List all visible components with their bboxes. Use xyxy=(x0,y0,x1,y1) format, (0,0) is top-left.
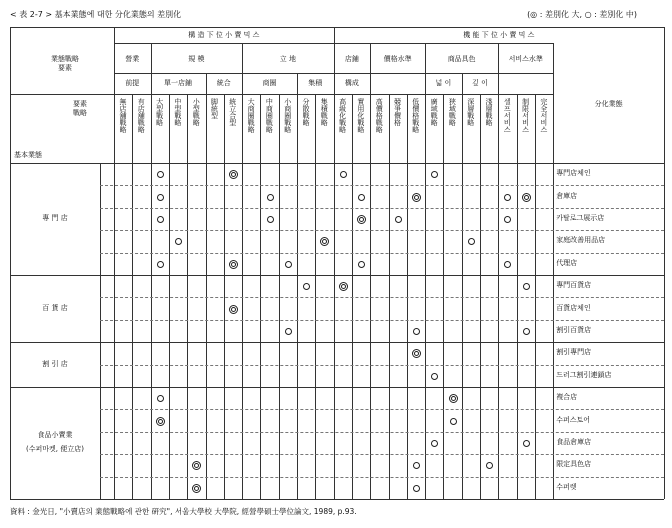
strategy-column-rule xyxy=(407,94,408,163)
category-header: 商品具色 xyxy=(447,55,476,63)
strategy-column-label: 完全서비스 xyxy=(539,98,548,133)
strategy-column-label: 低價格戰略 xyxy=(411,98,420,133)
subcategory-header: 前提 xyxy=(125,79,140,87)
double-circle-mark xyxy=(357,215,366,224)
strategy-column-label: 大商圈戰略 xyxy=(247,98,256,133)
category-header: 서비스水準 xyxy=(508,55,543,63)
differentiated-format-label: 食品倉庫店 xyxy=(556,438,592,446)
strategy-column-rule xyxy=(132,94,133,163)
double-circle-mark xyxy=(339,282,348,291)
differentiated-format-label: 代理店 xyxy=(556,258,578,267)
strategy-column-label: 淺層戰略 xyxy=(485,98,493,126)
circle-mark xyxy=(357,260,366,269)
strategy-column-rule xyxy=(498,94,499,163)
base-format-sublabel: (수퍼마켓, 便立店) xyxy=(26,445,84,453)
strategy-column-rule xyxy=(206,94,207,163)
body-column-rule xyxy=(132,163,133,499)
subcategory-header: 構成 xyxy=(344,79,359,87)
strategy-column-rule xyxy=(352,94,353,163)
strategy-column-rule xyxy=(315,94,316,163)
subcategory-header: 商圈 xyxy=(262,79,277,87)
table-left-border xyxy=(10,27,11,499)
circle-mark xyxy=(412,327,421,336)
row-rule xyxy=(100,230,664,231)
body-column-rule xyxy=(224,163,225,499)
body-column-rule xyxy=(206,163,207,499)
body-column-rule xyxy=(151,163,152,499)
double-circle-mark xyxy=(229,170,238,179)
differentiated-format-label: 카탈로그展示店 xyxy=(556,214,605,222)
row-rule xyxy=(10,275,664,276)
circle-mark xyxy=(284,327,293,336)
double-circle-mark xyxy=(229,305,238,314)
row-rule xyxy=(100,432,664,433)
corner-element-label-2: 要素 xyxy=(73,100,87,108)
circle-mark xyxy=(503,193,512,202)
circle-mark xyxy=(156,193,165,202)
differentiated-format-label: 倉庫店 xyxy=(556,191,578,200)
body-column-rule xyxy=(169,163,170,499)
strategy-column-rule xyxy=(279,94,280,163)
strategy-column-rule xyxy=(242,94,243,163)
body-column-rule xyxy=(370,163,371,499)
strategy-column-label: 高價格戰略 xyxy=(375,98,384,133)
subcategory-header: 單一店鋪 xyxy=(164,79,193,87)
circle-mark xyxy=(503,215,512,224)
base-format-label: 專 門 店 xyxy=(42,214,68,222)
category-header: 價格水準 xyxy=(383,55,412,63)
corner-base-format-label: 基本業態 xyxy=(14,151,42,159)
subcategory-header: 集積 xyxy=(308,79,323,87)
differentiated-format-label: 수퍼렛 xyxy=(556,482,577,491)
double-circle-mark xyxy=(192,461,201,470)
circle-mark xyxy=(156,170,165,179)
differentiation-header: 分化業態 xyxy=(594,100,623,108)
row-rule xyxy=(100,208,664,209)
table-right-border xyxy=(664,27,665,499)
strategy-column-label: 統立合型 xyxy=(228,98,237,126)
strategy-column-rule xyxy=(370,94,371,163)
strategy-column-rule xyxy=(224,94,225,163)
circle-mark xyxy=(394,215,403,224)
header-bottom-rule xyxy=(10,163,664,164)
differentiated-format-label: 專門百貨店 xyxy=(556,281,592,290)
circle-mark xyxy=(467,237,476,246)
table-bottom-border xyxy=(10,499,664,500)
body-column-rule xyxy=(462,163,463,499)
category-header: 店鋪 xyxy=(344,55,359,63)
circle-mark xyxy=(449,417,458,426)
circle-mark xyxy=(503,260,512,269)
circle-mark xyxy=(430,170,439,179)
circle-mark xyxy=(302,282,311,291)
strategy-column-label: 셀프서비스 xyxy=(503,98,512,133)
body-column-rule xyxy=(425,163,426,499)
base-format-label: 食品小賣業 xyxy=(37,431,73,439)
body-column-rule xyxy=(389,163,390,499)
strategy-column-label: 中商圈戰略 xyxy=(265,98,274,133)
row-rule xyxy=(100,409,664,410)
double-circle-mark xyxy=(320,237,329,246)
differentiated-format-label: 割引專門店 xyxy=(556,348,592,357)
strategy-column-rule xyxy=(169,94,170,163)
body-column-rule xyxy=(187,163,188,499)
strategy-column-rule xyxy=(480,94,481,163)
row-rule xyxy=(100,454,664,455)
corner-element-label: 要素 xyxy=(58,64,72,72)
circle-mark xyxy=(284,260,293,269)
body-column-rule xyxy=(242,163,243,499)
differentiated-format-label: 수퍼스토어 xyxy=(556,415,590,424)
strategy-column-label: 實用化戰略 xyxy=(356,98,365,133)
body-column-rule xyxy=(279,163,280,499)
circle-mark xyxy=(430,439,439,448)
strategy-column-rule xyxy=(260,94,261,163)
differentiated-format-label: 割引百貨店 xyxy=(556,326,592,334)
strategy-column-label: 競爭價格 xyxy=(393,98,402,126)
category-header: 立 地 xyxy=(279,55,296,63)
table-title: < 表 2-7 > 基本業態에 대한 分化業態의 差別化 xyxy=(10,10,182,19)
strategy-column-rule xyxy=(425,94,426,163)
double-circle-mark xyxy=(192,484,201,493)
body-column-rule xyxy=(260,163,261,499)
body-column-rule xyxy=(443,163,444,499)
body-column-rule xyxy=(352,163,353,499)
strategy-column-label: 深層戰略 xyxy=(466,98,475,126)
strategy-column-label: 高級化戰略 xyxy=(338,98,347,133)
strategy-column-label: 小商圈戰略 xyxy=(283,98,292,133)
strategy-column-label: 大型戰略 xyxy=(155,98,164,126)
double-circle-mark xyxy=(449,394,458,403)
strategy-column-label: 小型戰略 xyxy=(192,98,201,126)
differentiated-format-label: 專門店체인 xyxy=(556,169,591,178)
circle-mark xyxy=(156,260,165,269)
subcategory-header: 넓 이 xyxy=(435,79,452,87)
row-rule xyxy=(10,342,664,343)
circle-mark xyxy=(522,439,531,448)
strategy-column-rule xyxy=(443,94,444,163)
double-circle-mark xyxy=(412,349,421,358)
table-caption xyxy=(10,7,665,23)
corner-rule xyxy=(10,94,114,95)
body-column-rule xyxy=(480,163,481,499)
body-column-rule xyxy=(407,163,408,499)
table-top-border xyxy=(10,27,664,28)
base-format-label: 百 貨 店 xyxy=(42,303,68,312)
strategy-start-rule xyxy=(114,27,115,499)
strategy-column-label: 中型戰略 xyxy=(173,98,182,126)
circle-mark xyxy=(266,215,275,224)
strategy-column-label: 制限서비스 xyxy=(521,98,530,133)
circle-mark xyxy=(522,327,531,336)
circle-mark xyxy=(430,372,439,381)
row-rule xyxy=(10,387,664,388)
strategy-column-rule xyxy=(517,94,518,163)
subcategory-header: 統合 xyxy=(216,79,231,87)
circle-mark xyxy=(339,170,348,179)
corner-strategy-label-2: 戰略 xyxy=(73,109,87,117)
corner-strategy-label: 業態戰略 xyxy=(51,55,79,63)
strategy-column-label: 集積戰略 xyxy=(320,98,329,126)
double-circle-mark xyxy=(229,260,238,269)
double-circle-mark xyxy=(412,193,421,202)
differentiation-rule xyxy=(553,43,554,499)
category-header: 營業 xyxy=(125,55,140,63)
strategy-column-rule xyxy=(334,94,335,163)
circle-mark xyxy=(357,193,366,202)
circle-mark xyxy=(174,237,183,246)
strategy-column-rule xyxy=(389,94,390,163)
strategy-column-label: 脚統型 xyxy=(210,98,219,119)
category-header: 規 模 xyxy=(188,55,205,63)
differentiated-format-label: 百貨店체인 xyxy=(556,303,591,312)
body-column-rule xyxy=(315,163,316,499)
structure-mix-header: 構 造 下 位 小 賣 믹 스 xyxy=(188,31,260,39)
source-note: 資料 : 金光日, "小賣店의 業態戰略에 관한 硏究", 서울大學校 大學院, 經營學碩士學位論文, 1989, p.93. xyxy=(10,507,357,516)
double-circle-mark xyxy=(522,193,531,202)
strategy-column-label: 狹域戰略 xyxy=(448,98,457,126)
row-rule xyxy=(100,477,664,478)
body-column-rule xyxy=(535,163,536,499)
strategy-column-rule xyxy=(462,94,463,163)
body-column-rule xyxy=(334,163,335,499)
subcategory-header: 깊 이 xyxy=(472,79,488,87)
circle-mark xyxy=(485,461,494,470)
body-column-rule xyxy=(517,163,518,499)
group-label-rule xyxy=(100,163,101,499)
strategy-column-rule xyxy=(151,94,152,163)
differentiated-format-label: 複合店 xyxy=(556,393,578,402)
base-format-label: 割 引 店 xyxy=(42,359,68,368)
differentiated-format-label: 家庭改善用品店 xyxy=(556,236,606,245)
strategy-column-label: 有店舖戰略 xyxy=(137,98,146,133)
circle-mark xyxy=(266,193,275,202)
strategy-column-rule xyxy=(297,94,298,163)
strategy-column-label: 廣域戰略 xyxy=(430,98,439,126)
double-circle-mark xyxy=(156,417,165,426)
body-column-rule xyxy=(297,163,298,499)
legend: (◎ : 差別化 大, ○ : 差別化 中) xyxy=(527,10,637,19)
body-column-rule xyxy=(498,163,499,499)
row-rule xyxy=(100,185,664,186)
circle-mark xyxy=(156,215,165,224)
row-rule xyxy=(100,320,664,321)
circle-mark xyxy=(156,394,165,403)
function-mix-header: 機 能 下 位 小 賣 믹 스 xyxy=(463,31,535,39)
row-rule xyxy=(100,365,664,366)
strategy-column-rule xyxy=(535,94,536,163)
strategy-column-label: 分散戰略 xyxy=(302,98,310,126)
row-rule xyxy=(100,297,664,298)
strategy-column-label: 無店舖戰略 xyxy=(119,98,127,133)
circle-mark xyxy=(412,484,421,493)
row-rule xyxy=(100,253,664,254)
strategy-column-rule xyxy=(187,94,188,163)
differentiated-format-label: 드러그割引連鎖店 xyxy=(556,370,612,379)
circle-mark xyxy=(522,282,531,291)
circle-mark xyxy=(412,461,421,470)
differentiated-format-label: 限定具色店 xyxy=(556,460,592,469)
